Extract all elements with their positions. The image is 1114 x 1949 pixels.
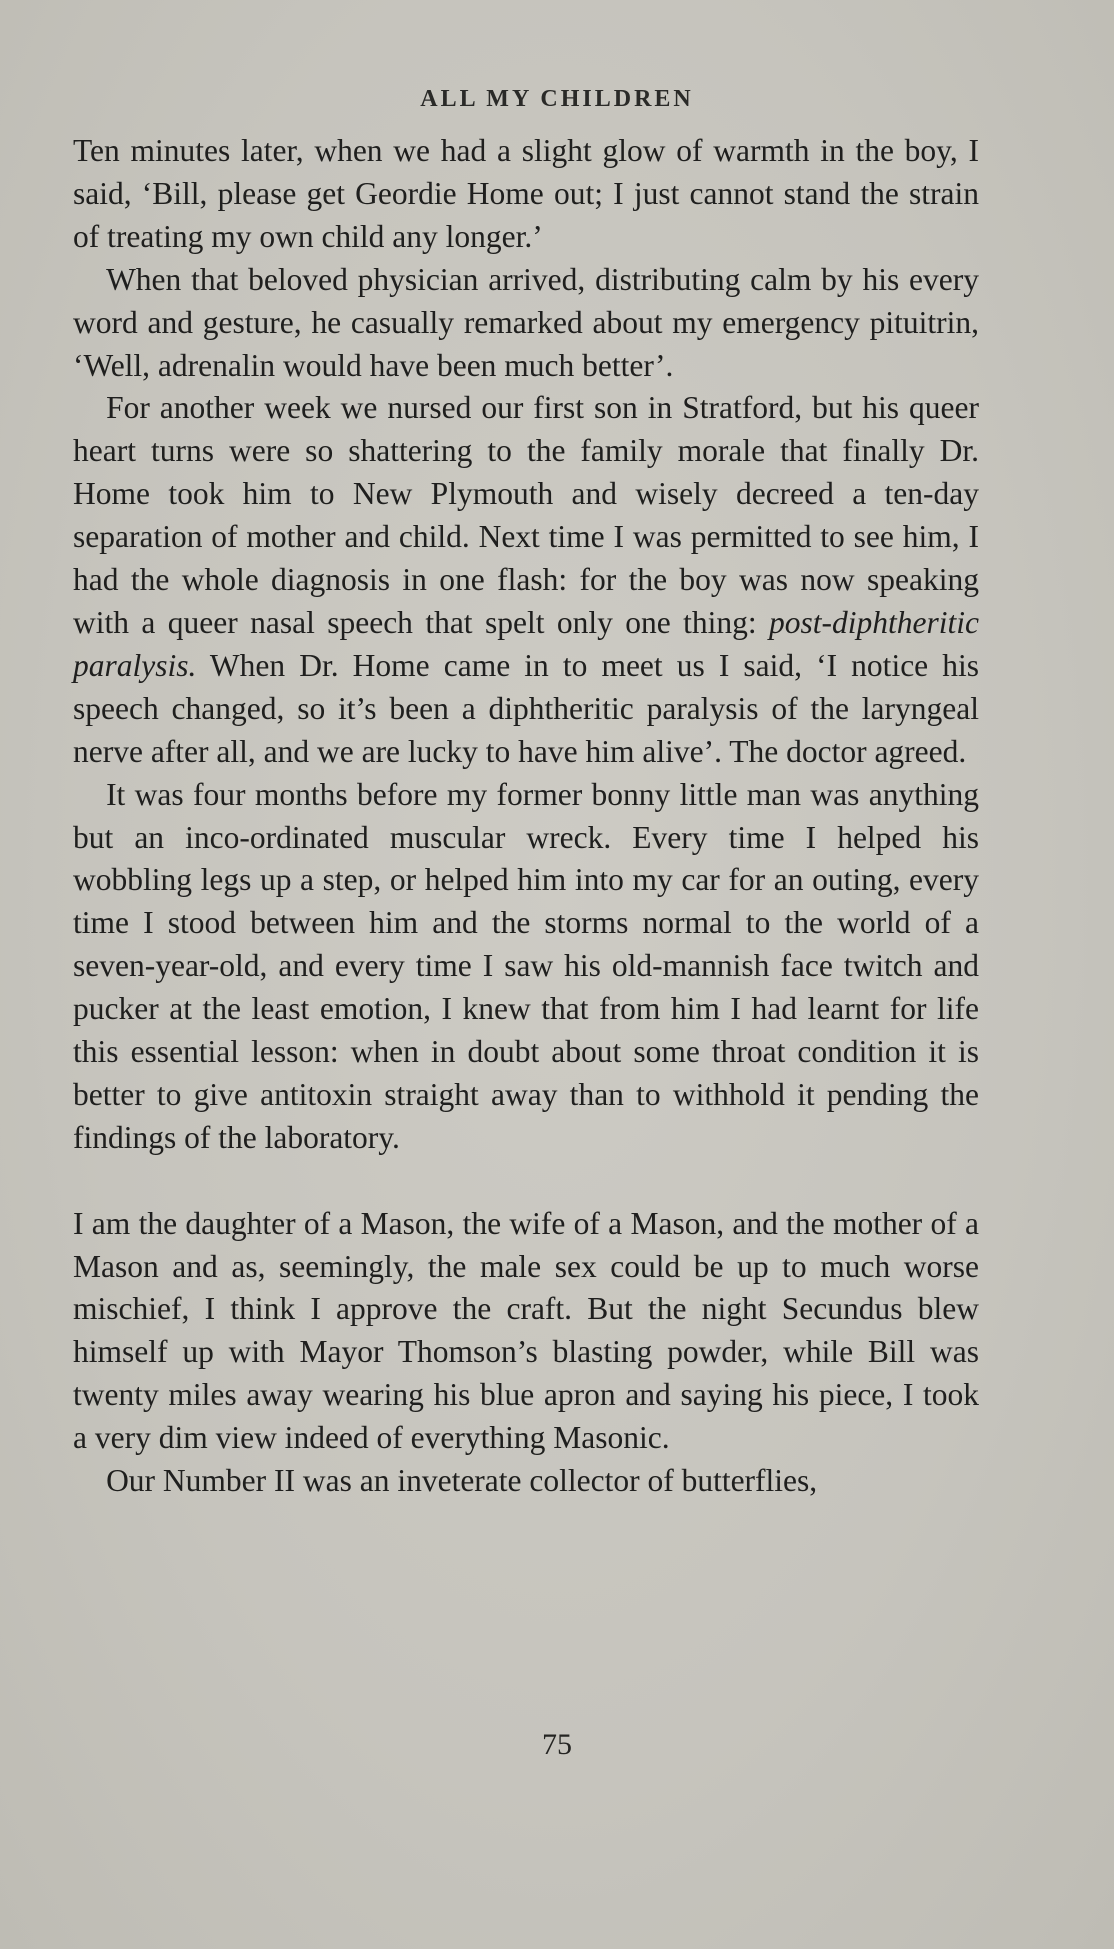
paragraph-1: Ten minutes later, when we had a slight glow of warmth in the boy, I said, ‘Bill, please get Geordie Home out; I just cannot stand the strain of treating my own child any longer.’ xyxy=(73,133,979,254)
body-text xyxy=(73,130,979,1503)
paragraph-6: Our Number II was an inveterate collector of butterflies, xyxy=(106,1463,818,1499)
paragraph-4: It was four months before my former bonny little man was anything but an inco-ordinated muscular wreck. Every time I helped his wobbling legs up a step, or helped him into my car for an outing, every time I stood between him and the storms normal to the world of a seven-year-old, and every time I saw his old-mannish face twitch and pucker at the least emotion, I knew that from him I had learnt for life this essential lesson: when in doubt about some throat condition it is better to give antitoxin straight away than to withhold it pending the findings of the laboratory. xyxy=(73,776,979,1155)
page-number: 75 xyxy=(542,1728,572,1761)
paragraph-3 xyxy=(73,387,979,773)
paragraph-3-lead: For another week we nursed our first son in Stratford, but his queer heart turns were so shattering to the family morale that finally Dr. Home took him to New Plymouth and wisely decreed a ten-day separation of mother and child. Next time I was permitted to see him, I had the whole diagnosis in one flash: for the boy was now speaking with a queer nasal speech that spelt only one thing: xyxy=(73,390,979,640)
running-head: ALL MY CHILDREN xyxy=(420,86,694,112)
italic-diagnosis: post-diphtheritic paralysis. xyxy=(73,604,979,683)
paragraph-5: I am the daughter of a Mason, the wife of a Mason, and the mother of a Mason and as, seemingly, the male sex could be up to much worse mischief, I think I approve the craft. But the night Secundus blew himself up with Mayor Thomson’s blasting powder, while Bill was twenty miles away wearing his blue apron and saying his piece, I took a very dim view indeed of everything Masonic. xyxy=(73,1205,979,1456)
paragraph-3-tail: When Dr. Home came in to meet us I said, ‘I notice his speech changed, so it’s been a diphtheritic paralysis of the laryngeal nerve after all, and we are lucky to have him alive’. The doctor agreed. xyxy=(73,647,979,769)
paragraph-2: When that beloved physician arrived, distributing calm by his every word and gesture, he casually remarked about my emergency pituitrin, ‘Well, adrenalin would have been much better’. xyxy=(73,261,979,383)
